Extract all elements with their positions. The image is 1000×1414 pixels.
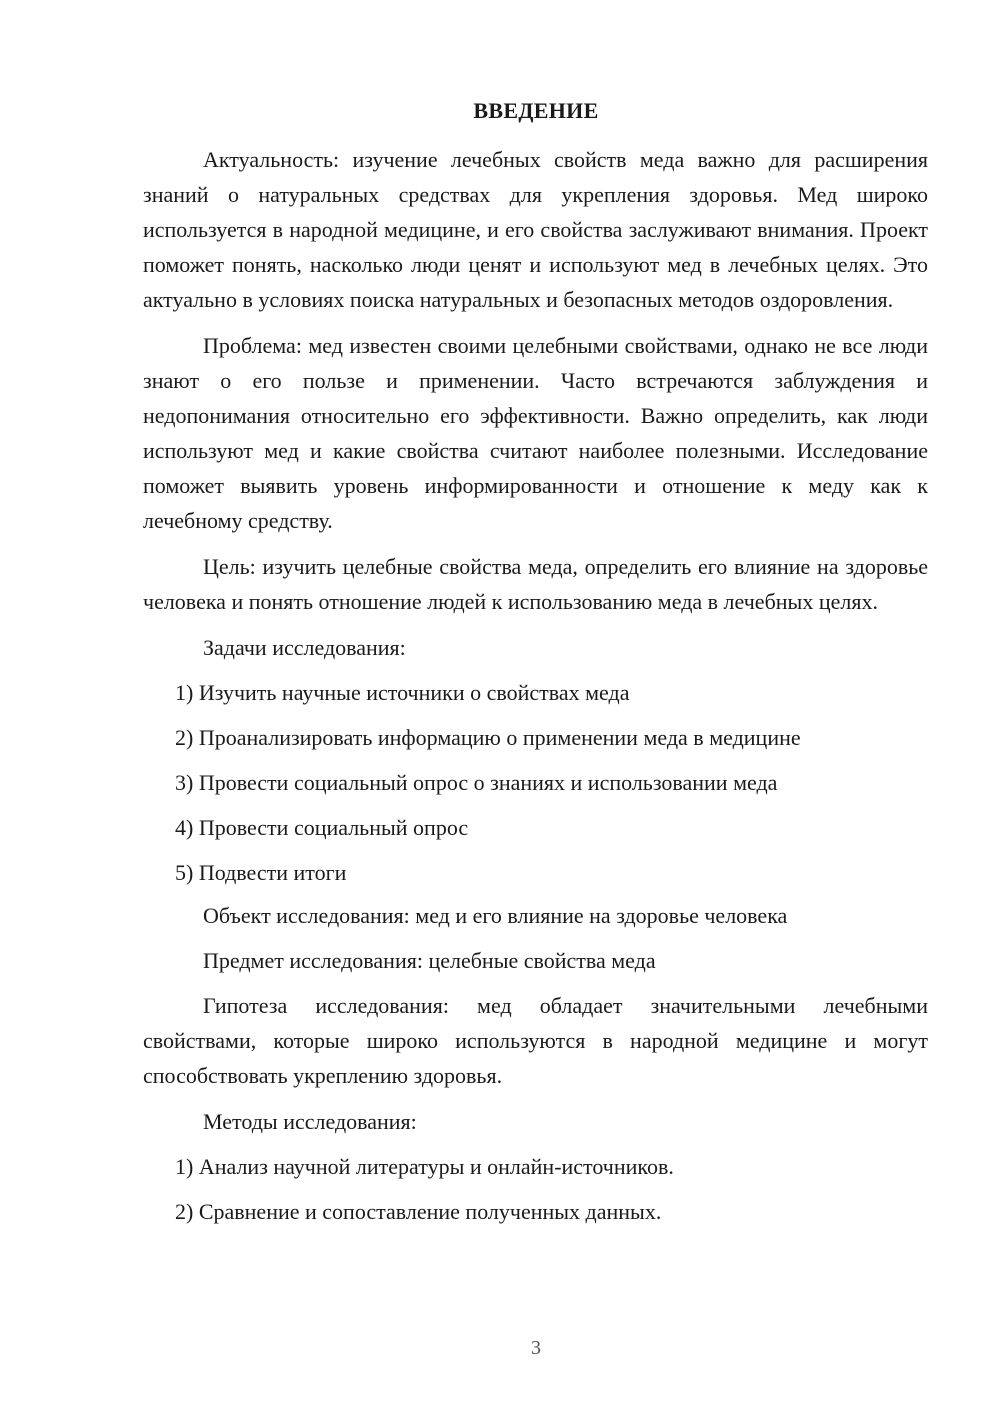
methods-list: [143, 1149, 928, 1229]
method-item: 2) Сравнение и сопоставление полученных данных.: [175, 1199, 662, 1224]
task-item: 4) Провести социальный опрос: [175, 815, 469, 840]
task-item: 2) Проанализировать информацию о применении меда в медицине: [175, 725, 801, 750]
method-item: 1) Анализ научной литературы и онлайн-источников.: [175, 1154, 674, 1179]
task-item: 1) Изучить научные источники о свойствах меда: [175, 680, 630, 705]
goal-paragraph: Цель: изучить целебные свойства меда, определить его влияние на здоровье человека и понять отношение людей к использованию меда в лечебных целях.: [143, 554, 928, 614]
task-item: 5) Подвести итоги: [175, 860, 347, 885]
tasks-list: [143, 675, 928, 890]
page-number: 3: [531, 1337, 541, 1359]
relevance-paragraph: Актуальность: изучение лечебных свойств меда важно для расширения знаний о натуральных средствах для укрепления здоровья. Мед широко используется в народной медицине, и его свойства заслуживают внимания. Проект поможет понять, насколько люди ценят и используют мед в лечебных целях. Это актуально в условиях поиска натуральных и безопасных методов оздоровления.: [143, 147, 928, 312]
task-item: 3) Провести социальный опрос о знаниях и использовании меда: [175, 770, 778, 795]
hypothesis-paragraph: Гипотеза исследования: мед обладает значительными лечебными свойствами, которые широко используются в народной медицине и могут способствовать укреплению здоровья.: [143, 993, 928, 1088]
research-object: Объект исследования: мед и его влияние на здоровье человека: [203, 903, 788, 928]
section-heading: ВВЕДЕНИЕ: [473, 98, 599, 123]
problem-paragraph: Проблема: мед известен своими целебными свойствами, однако не все люди знают о его пользе и применении. Часто встречаются заблуждения и недопонимания относительно его эффективности. Важно определить, как люди используют мед и какие свойства считают наиболее полезными. Исследование поможет выявить уровень информированности и отношение к меду как к лечебному средству.: [143, 333, 928, 533]
tasks-label: Задачи исследования:: [203, 635, 406, 660]
document-body: [143, 142, 928, 1239]
methods-label: Методы исследования:: [203, 1109, 417, 1134]
research-subject: Предмет исследования: целебные свойства меда: [203, 948, 656, 973]
